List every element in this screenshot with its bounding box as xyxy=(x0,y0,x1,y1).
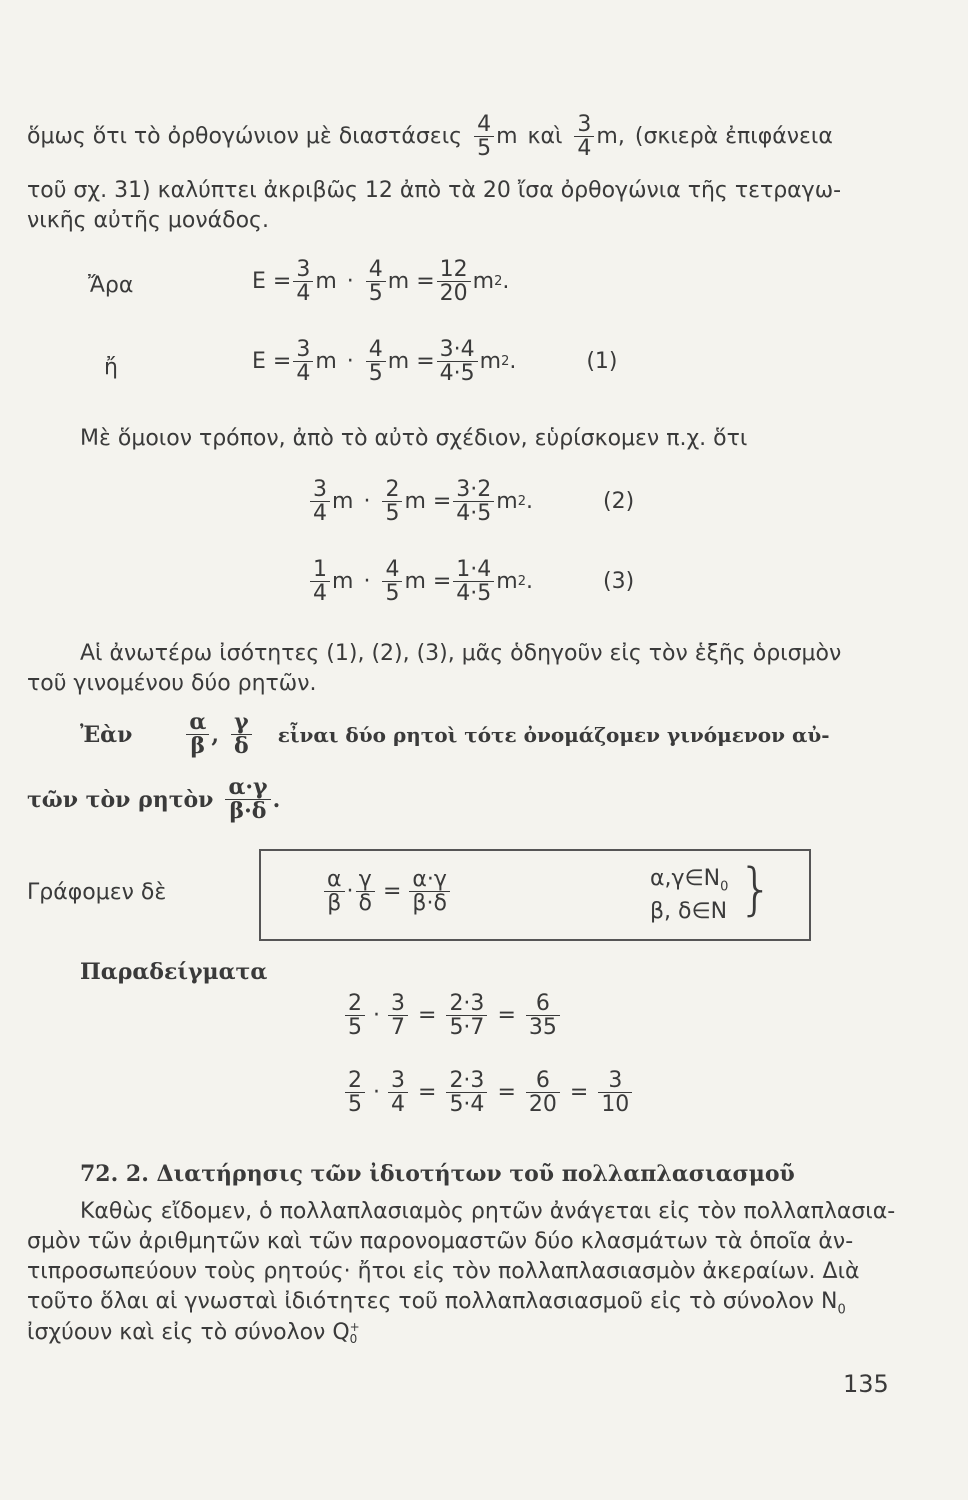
definition-line-1: Ἐὰν $\frac{\alpha}{\beta}$ , $\frac{\gamma}{\delta}$ εἶναι δύο ρητοὶ τότε ὀνομάζομεν γινόμενον αὐ- xyxy=(80,709,830,760)
section-heading: 72. 2. Διατήρησις τῶν ἰδιοτήτων τοῦ πολλαπλασιασμοῦ xyxy=(80,1161,795,1187)
product-formula: $\frac{\alpha}{\beta}$ · $\frac{\gamma}{\delta}$ = $\frac{\alpha\cdot\gamma}{\beta\cdot\delta}$ xyxy=(322,868,452,915)
equation-3: $\frac{1}{4}$ m · $\frac{4}{5}$ m = $\frac{1\cdot 4}{4\cdot 5}$ m 2 . (3) xyxy=(308,558,634,605)
label-or: ἤ xyxy=(104,355,118,380)
equation-tag-3: (3) xyxy=(603,569,635,595)
example-2: $\frac{2}{5}$ · $\frac{3}{4}$ = $\frac{2\cdot 3}{5\cdot 4}$ = $\frac{6}{20}$ = $\frac{3}{10}$ xyxy=(343,1069,634,1116)
fraction-4-5: $\frac{4}{5}$ xyxy=(474,113,494,160)
section-line-5: ἰσχύουν καὶ εἰς τὸ σύνολον Q + 0 xyxy=(27,1320,360,1346)
intro-line-1: ὅμως ὅτι τὸ ὀρθογώνιον μὲ διαστάσεις $\frac{4}{5}$ m καὶ $\frac{3}{4}$ m, (σκιερὰ ἐπιφάνεια xyxy=(27,112,833,162)
brace: } xyxy=(738,857,774,922)
condition-denominators: β, δ∈N xyxy=(650,899,728,924)
similar-text: Μὲ ὅμοιον τρόπον, ἀπὸ τὸ αὐτὸ σχέδιον, εὑρίσκομεν π.χ. ὅτι xyxy=(80,426,748,451)
condition-numerators: $\alpha,\gamma\in N_0$ xyxy=(650,866,729,895)
section-line-3: τιπροσωπεύουν τοὺς ρητούς· ἤτοι εἰς τὸν πολλαπλασιασμὸν ἀκεραίων. Διὰ xyxy=(27,1259,860,1284)
examples-title: Παραδείγματα xyxy=(80,959,268,985)
label-ara: Ἄρα xyxy=(88,273,134,298)
page-number: 135 xyxy=(843,1370,889,1398)
fraction-3-4: $\frac{3}{4}$ xyxy=(574,113,594,160)
definition-line-2: τῶν τὸν ρητὸν $\frac{\alpha\cdot\gamma}{\beta\cdot\delta}$ . xyxy=(27,774,281,825)
intro-line-2: τοῦ σχ. 31) καλύπτει ἀκριβῶς 12 ἀπὸ τὰ 20 ἴσα ὀρθογώνια τῆς τετραγω- xyxy=(27,178,842,203)
equalities-line-1: Αἱ ἀνωτέρω ἰσότητες (1), (2), (3), μᾶς ὁδηγοῦν εἰς τὸν ἑξῆς ὁρισμὸν xyxy=(80,641,842,666)
equalities-line-2: τοῦ γινομένου δύο ρητῶν. xyxy=(27,671,317,696)
equation-tag-1: (1) xyxy=(586,349,618,375)
section-line-4: τοῦτο ὅλαι αἱ γνωσταὶ ἰδιότητες τοῦ πολλαπλασιασμοῦ εἰς τὸ σύνολον $N_0$ xyxy=(27,1289,846,1318)
example-1: $\frac{2}{5}$ · $\frac{3}{7}$ = $\frac{2\cdot 3}{5\cdot 7}$ = $\frac{6}{35}$ xyxy=(343,992,562,1039)
equation-1: E = $\frac{3}{4}$ m · $\frac{4}{5}$ m = $\frac{3\cdot 4}{4\cdot 5}$ m 2 . (1) xyxy=(252,337,618,387)
equation-tag-2: (2) xyxy=(603,489,635,515)
equation-ara: E = $\frac{3}{4}$ m · $\frac{4}{5}$ m = $\frac{12}{20}$ m 2 . xyxy=(252,257,510,307)
formula-label: Γράφομεν δὲ xyxy=(27,880,167,905)
section-line-1: Καθὼς εἴδομεν, ὁ πολλαπλασιαμὸς ρητῶν ἀνάγεται εἰς τὸν πολλαπλασια- xyxy=(80,1199,896,1224)
intro-line-3: νικῆς αὐτῆς μονάδος. xyxy=(27,208,269,233)
section-line-2: σμὸν τῶν ἀριθμητῶν καὶ τῶν παρονομαστῶν δύο κλασμάτων τὰ ὁποῖα ἀν- xyxy=(27,1229,854,1254)
equation-2: $\frac{3}{4}$ m · $\frac{2}{5}$ m = $\frac{3\cdot 2}{4\cdot 5}$ m 2 . (2) xyxy=(308,478,634,525)
